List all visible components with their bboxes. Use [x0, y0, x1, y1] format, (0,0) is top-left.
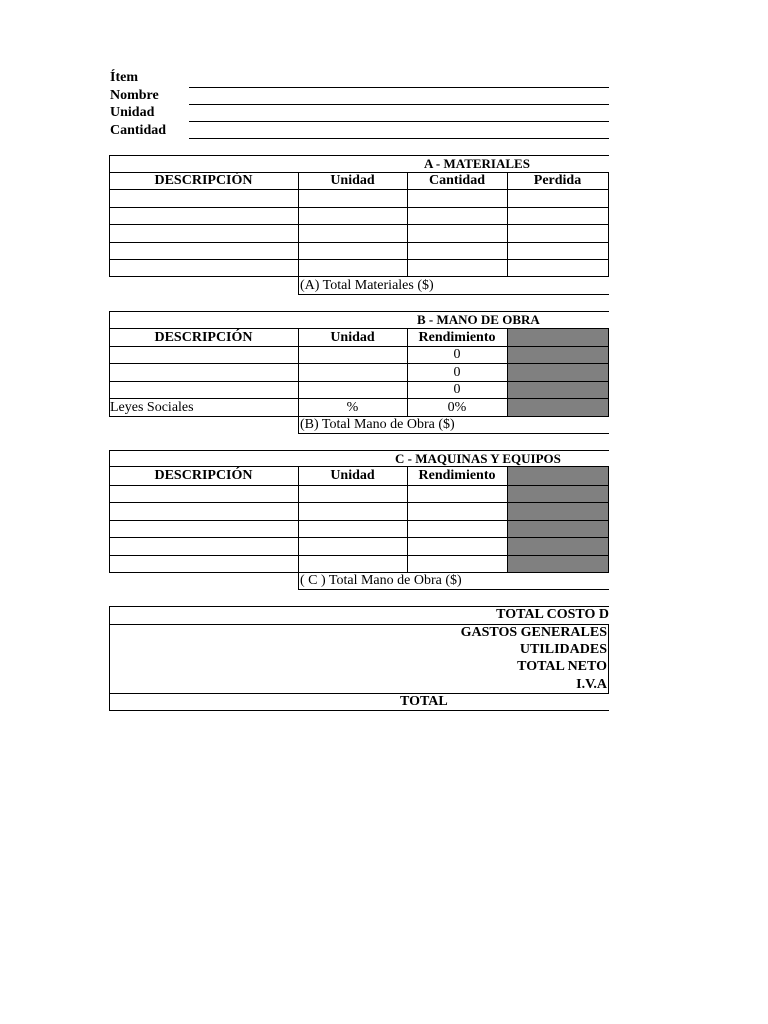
nombre-field-line[interactable]: [189, 104, 609, 105]
materiales-col-cantidad: Cantidad: [428, 173, 486, 188]
mano-obra-col-descripcion: DESCRIPCIÓN: [154, 330, 253, 345]
materiales-total-label: (A) Total Materiales ($): [300, 278, 434, 293]
mano-obra-row-rendimiento: 0: [453, 347, 461, 362]
mano-obra-row-rendimiento: 0: [453, 365, 461, 380]
gastos-generales-label: GASTOS GENERALES: [460, 625, 607, 640]
cantidad-label: Cantidad: [110, 123, 167, 138]
maquinas-total-label: ( C ) Total Mano de Obra ($): [300, 573, 462, 588]
utilidades-label: UTILIDADES: [519, 642, 607, 657]
maquinas-title: C - MAQUINAS Y EQUIPOS: [395, 451, 561, 466]
maquinas-col-descripcion: DESCRIPCIÓN: [154, 468, 253, 483]
mano-obra-col-unidad: Unidad: [330, 330, 375, 345]
mano-obra-title: B - MANO DE OBRA: [417, 312, 540, 327]
unidad-label: Unidad: [110, 105, 155, 120]
mano-obra-col-rendimiento: Rendimiento: [418, 330, 496, 345]
materiales-col-unidad: Unidad: [330, 173, 375, 188]
cantidad-field-line[interactable]: [189, 138, 609, 139]
maquinas-col-unidad: Unidad: [330, 468, 375, 483]
leyes-sociales-label: Leyes Sociales: [110, 400, 194, 415]
mano-obra-shaded-column: [508, 329, 609, 416]
item-label: Ítem: [110, 70, 138, 85]
mano-obra-total-label: (B) Total Mano de Obra ($): [300, 417, 455, 432]
materiales-col-descripcion: DESCRIPCIÓN: [154, 173, 253, 188]
materiales-col-perdida: Perdida: [533, 173, 582, 188]
item-field-line[interactable]: [189, 87, 609, 88]
maquinas-col-rendimiento: Rendimiento: [418, 468, 496, 483]
total-neto-label: TOTAL NETO: [517, 659, 607, 674]
unidad-field-line[interactable]: [189, 121, 609, 122]
total-label: TOTAL: [400, 694, 448, 709]
leyes-sociales-valor: 0%: [447, 400, 467, 415]
mano-obra-row-rendimiento: 0: [453, 382, 461, 397]
nombre-label: Nombre: [110, 88, 159, 103]
leyes-sociales-unidad: %: [346, 400, 359, 415]
total-costo-label: TOTAL COSTO D: [496, 607, 609, 622]
materiales-title: A - MATERIALES: [424, 156, 530, 171]
iva-label: I.V.A: [576, 677, 607, 692]
